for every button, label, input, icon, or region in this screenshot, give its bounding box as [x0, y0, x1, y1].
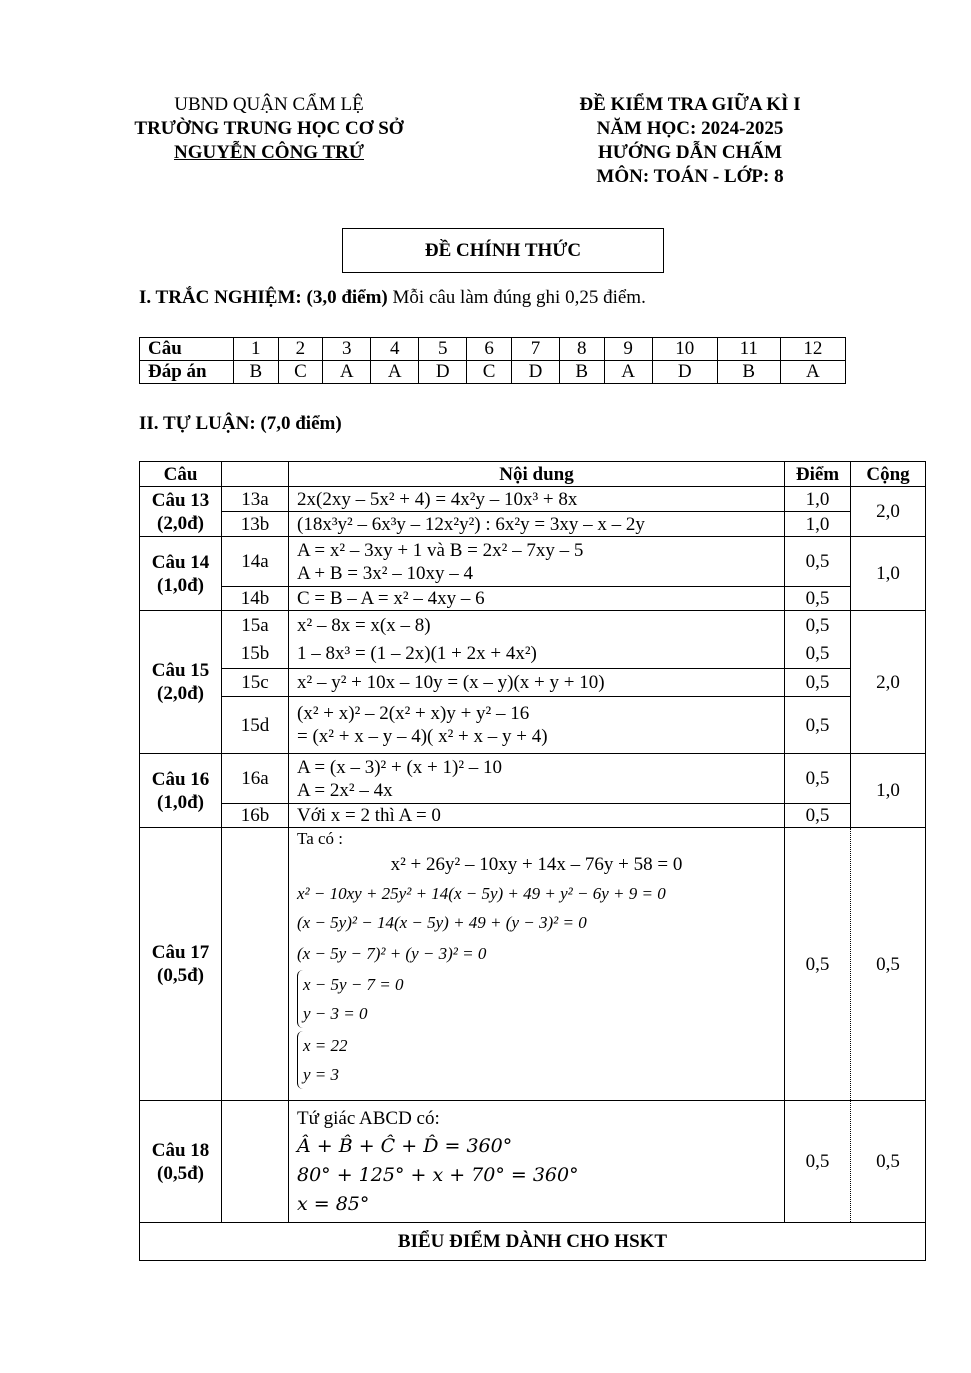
- total-score: 1,0: [851, 537, 926, 611]
- header-diem: Điểm: [785, 462, 851, 487]
- part-score: 0,5: [785, 1101, 851, 1223]
- part-id: 16b: [222, 804, 289, 828]
- solution-line: A = (x – 3)² + (x + 1)² – 10: [297, 756, 503, 778]
- part-id: 15c: [222, 669, 289, 697]
- question-number: 6: [467, 338, 512, 361]
- part-id: 13b: [222, 512, 289, 537]
- part-id: 14a: [222, 537, 289, 587]
- question-number-row: [140, 338, 846, 361]
- part-id: 14b: [222, 587, 289, 611]
- solution-line: A + B = 3x² – 10xy – 4: [297, 562, 473, 584]
- solution-line: x² + 26y² – 10xy + 14x – 76y + 58 = 0: [390, 854, 683, 875]
- question-points: (2,0đ): [157, 683, 204, 704]
- part-score: 0,5: [785, 537, 851, 587]
- system-equation: x = 22: [303, 1036, 348, 1055]
- header-part: [222, 462, 289, 487]
- answer-letter: A: [780, 361, 845, 384]
- table-header-row: [140, 462, 926, 487]
- multiple-choice-answer-table: [139, 337, 846, 384]
- solution-text: 1 – 8x³ = (1 – 2x)(1 + 2x + 4x²): [289, 640, 785, 669]
- solution-text: [289, 828, 785, 1101]
- part-id: 13a: [222, 487, 289, 512]
- table-row: [140, 754, 926, 804]
- table-row: [140, 669, 926, 697]
- question-label: [140, 487, 222, 537]
- question-label: [140, 611, 222, 754]
- solution-line: Ta có :: [297, 829, 344, 848]
- row-label-answer: Đáp án: [140, 361, 234, 384]
- solution-text: [289, 697, 785, 754]
- question-number: 4: [371, 338, 419, 361]
- table-row: [140, 804, 926, 828]
- total-score: 0,5: [851, 828, 926, 1101]
- answer-letter: B: [559, 361, 604, 384]
- row-label-question: Câu: [140, 338, 234, 361]
- question-number: 5: [419, 338, 467, 361]
- question-number: 10: [652, 338, 717, 361]
- answer-letter: A: [371, 361, 419, 384]
- solution-line: A = x² – 3xy + 1 và B = 2x² – 7xy – 5: [297, 539, 584, 561]
- essay-grading-table: [139, 461, 926, 1261]
- answer-letter: D: [419, 361, 467, 384]
- grading-guide-title: HƯỚNG DẪN CHẤM: [598, 142, 782, 163]
- header-cong: Cộng: [851, 462, 926, 487]
- solution-line: A = 2x² – 4x: [297, 779, 393, 801]
- total-score: 1,0: [851, 754, 926, 828]
- answer-letter: D: [652, 361, 717, 384]
- question-points: (0,5đ): [157, 1162, 204, 1184]
- part-id: 15a: [222, 611, 289, 640]
- question-number: 11: [717, 338, 780, 361]
- solution-text: Với x = 2 thì A = 0: [289, 804, 785, 828]
- total-score: 2,0: [851, 487, 926, 537]
- equation-system-brace: [297, 970, 404, 1028]
- part-score: 0,5: [785, 611, 851, 640]
- exam-title: ĐỀ KIỂM TRA GIỮA KÌ I: [579, 94, 801, 115]
- solution-text: [289, 1101, 785, 1223]
- table-footer-row: [140, 1223, 926, 1261]
- question-number: 3: [323, 338, 371, 361]
- solution-line: 80° + 125° + x + 70° = 360°: [297, 1163, 579, 1186]
- answer-letter: C: [278, 361, 323, 384]
- part-score: 0,5: [785, 697, 851, 754]
- part-score: 0,5: [785, 640, 851, 669]
- solution-line: (x² + x)² – 2(x² + x)y + y² – 16: [297, 703, 530, 724]
- answer-letter: C: [467, 361, 512, 384]
- system-equation: y − 3 = 0: [303, 1004, 368, 1023]
- question-number: Câu 17: [151, 942, 210, 963]
- solution-text: C = B – A = x² – 4xy – 6: [289, 587, 785, 611]
- question-points: (2,0đ): [157, 512, 204, 534]
- question-number: Câu 16: [151, 768, 210, 790]
- table-row: [140, 512, 926, 537]
- solution-line: = (x² + x – y – 4)( x² + x – y + 4): [297, 726, 548, 747]
- part-id: 16a: [222, 754, 289, 804]
- table-row: [140, 611, 926, 640]
- total-score: 2,0: [851, 611, 926, 754]
- equation-system-brace: [297, 1031, 348, 1089]
- school-header: [118, 93, 420, 165]
- header-noi-dung: Nội dung: [289, 462, 785, 487]
- question-points: (1,0đ): [157, 791, 204, 813]
- part-id: 15d: [222, 697, 289, 754]
- spacer: [297, 1028, 776, 1031]
- answer-letter: A: [323, 361, 371, 384]
- question-number: 1: [234, 338, 279, 361]
- footer-hskt: BIỂU ĐIỂM DÀNH CHO HSKT: [140, 1223, 926, 1261]
- part-score: 0,5: [785, 587, 851, 611]
- school-name: NGUYỄN CÔNG TRỨ: [173, 142, 364, 163]
- table-row: [140, 487, 926, 512]
- answer-letter: A: [604, 361, 652, 384]
- answer-letter: D: [511, 361, 559, 384]
- solution-line: (x − 5y − 7)² + (y − 3)² = 0: [297, 944, 487, 963]
- question-number: 7: [511, 338, 559, 361]
- answer-letter: B: [717, 361, 780, 384]
- solution-text: [289, 754, 785, 804]
- question-points: (1,0đ): [157, 574, 204, 596]
- question-number: Câu 13: [151, 489, 210, 511]
- table-row: [140, 587, 926, 611]
- solution-line: (x − 5y)² − 14(x − 5y) + 49 + (y − 3)² = 0: [297, 913, 587, 932]
- question-number: 9: [604, 338, 652, 361]
- section1-title: I. TRẮC NGHIỆM: (3,0 điểm): [139, 287, 388, 308]
- question-label: [140, 1101, 222, 1223]
- system-equation: y = 3: [303, 1065, 340, 1084]
- part-id: 15b: [222, 640, 289, 669]
- question-number: Câu 18: [151, 1139, 210, 1161]
- table-row: [140, 697, 926, 754]
- solution-text: (18x³y² – 6x³y – 12x²y²) : 6x²y = 3xy – x – 2y: [289, 512, 785, 537]
- answer-letter: B: [234, 361, 279, 384]
- part-score: 1,0: [785, 487, 851, 512]
- solution-text: 2x(2xy – 5x² + 4) = 4x²y – 10x³ + 8x: [289, 487, 785, 512]
- question-label: [140, 828, 222, 1101]
- district-name: UBND QUẬN CẨM LỆ: [174, 94, 364, 115]
- answer-row: [140, 361, 846, 384]
- exam-header: [540, 93, 840, 189]
- question-label: [140, 754, 222, 828]
- question-number: 2: [278, 338, 323, 361]
- school-type: TRƯỜNG TRUNG HỌC CƠ SỞ: [134, 118, 404, 139]
- part-id: [222, 828, 289, 1101]
- solution-line: Tứ giác ABCD có:: [297, 1107, 440, 1129]
- header-cau: Câu: [140, 462, 222, 487]
- question-points: (0,5đ): [157, 965, 204, 986]
- part-score: 0,5: [785, 669, 851, 697]
- table-row: [140, 828, 926, 1101]
- total-score: 0,5: [851, 1101, 926, 1223]
- question-number: Câu 15: [151, 660, 210, 681]
- part-score: 0,5: [785, 804, 851, 828]
- solution-line: Â + B̂ + Ĉ + D̂ = 360°: [297, 1134, 513, 1157]
- solution-text: x² – 8x = x(x – 8): [289, 611, 785, 640]
- part-id: [222, 1101, 289, 1223]
- school-year: NĂM HỌC: 2024-2025: [596, 118, 784, 139]
- system-equation: x − 5y − 7 = 0: [303, 975, 404, 994]
- solution-line: x² − 10xy + 25y² + 14(x − 5y) + 49 + y² − 6y + 9 = 0: [297, 884, 666, 903]
- table-row: [140, 537, 926, 587]
- section-multiple-choice-heading: [139, 287, 646, 309]
- solution-line: x = 85°: [297, 1192, 370, 1215]
- part-score: 1,0: [785, 512, 851, 537]
- question-number: 12: [780, 338, 845, 361]
- question-number: 8: [559, 338, 604, 361]
- part-score: 0,5: [785, 828, 851, 1101]
- question-number: Câu 14: [151, 551, 210, 573]
- table-row: [140, 640, 926, 669]
- solution-text: x² – y² + 10x – 10y = (x – y)(x + y + 10): [289, 669, 785, 697]
- part-score: 0,5: [785, 754, 851, 804]
- question-label: [140, 537, 222, 611]
- section1-note: Mỗi câu làm đúng ghi 0,25 điểm.: [387, 287, 646, 308]
- table-row: [140, 1101, 926, 1223]
- official-exam-box: ĐỀ CHÍNH THỨC: [342, 228, 664, 273]
- subject-grade: MÔN: TOÁN - LỚP: 8: [596, 166, 784, 187]
- section-essay-heading: II. TỰ LUẬN: (7,0 điểm): [139, 413, 342, 434]
- solution-text: [289, 537, 785, 587]
